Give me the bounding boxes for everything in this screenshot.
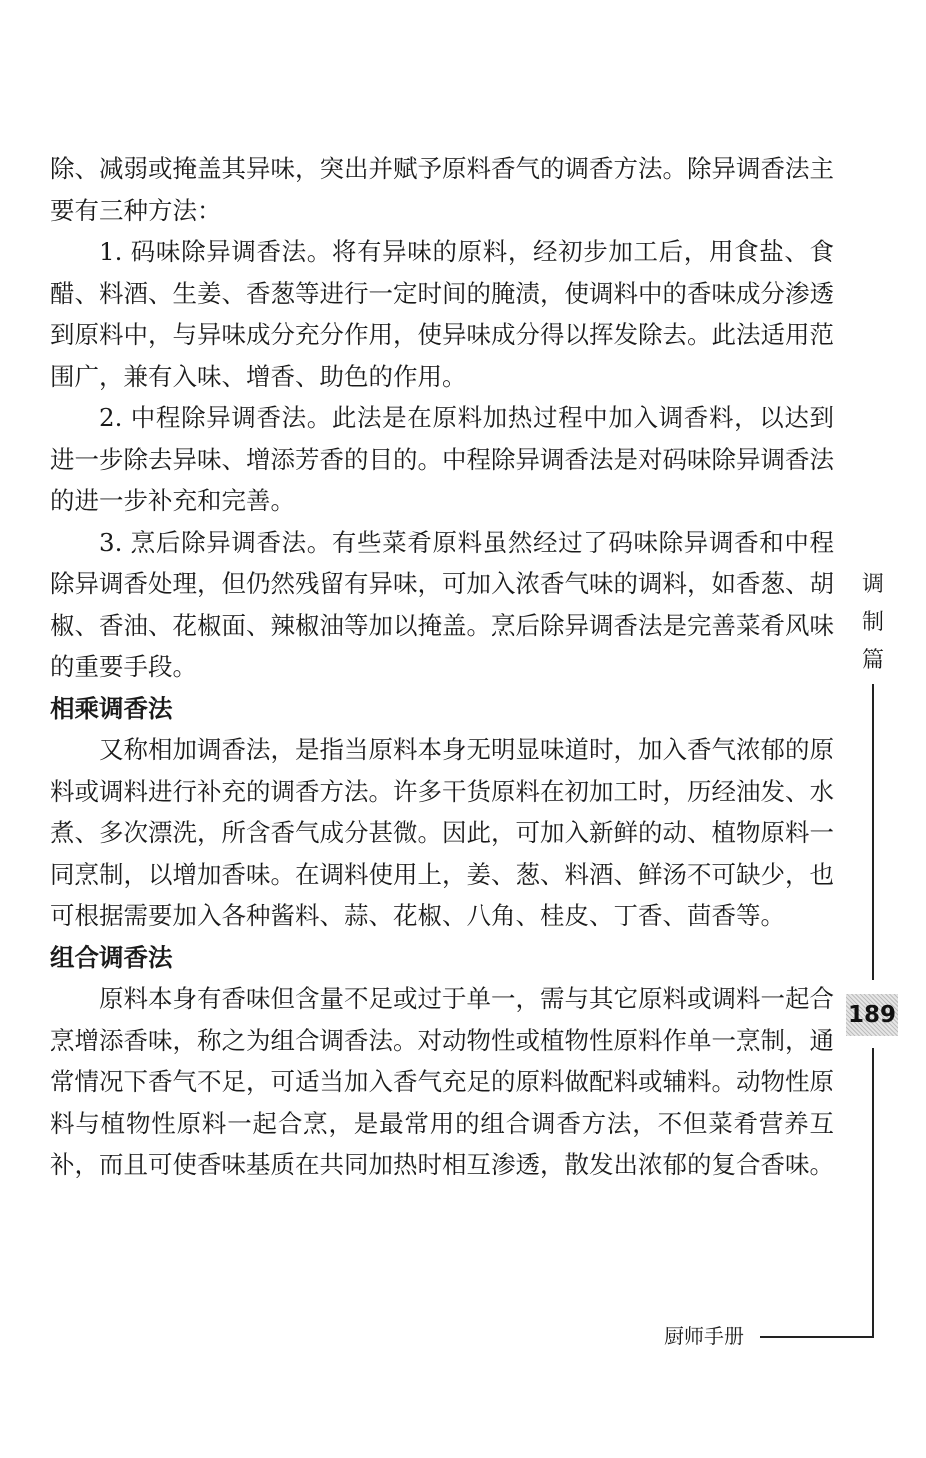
section-label <box>858 566 888 680</box>
footer-book-title: 厨师手册 <box>664 1324 744 1348</box>
side-rule-bottom <box>872 1048 874 1338</box>
paragraph-method-1: 1. 码味除异调香法。将有异味的原料，经初步加工后，用食盐、食醋、料酒、生姜、香葱等进行一定时间的腌渍，使调料中的香味成分渗透到原料中，与异味成分充分作用，使异味成分得以挥发除去。此法适用范围广，兼有入味、增香、助色的作用。 <box>50 237 834 391</box>
heading-combination: 组合调香法 <box>50 942 173 972</box>
paragraph-combination: 原料本身有香味但含量不足或过于单一，需与其它原料或调料一起合烹增添香味，称之为组合调香法。对动物性或植物性原料作单一烹制，通常情况下香气不足，可适当加入香气充足的原料做配料或辅料。动物性原料与植物性原料一起合烹，是最常用的组合调香方法，不但菜肴营养互补，而且可使香味基质在共同加热时相互渗透，散发出浓郁的复合香味。 <box>50 984 834 1179</box>
footer-rule <box>760 1336 874 1338</box>
page-number: 189 <box>846 994 898 1036</box>
paragraph-intro: 除、减弱或掩盖其异味，突出并赋予原料香气的调香方法。除异调香法主要有三种方法： <box>50 154 834 225</box>
paragraph-multiplicative: 又称相加调香法，是指当原料本身无明显味道时，加入香气浓郁的原料或调料进行补充的调香方法。许多干货原料在初加工时，历经油发、水煮、多次漂洗，所含香气成分甚微。因此，可加入新鲜的动、植物原料一同烹制，以增加香味。在调料使用上，姜、葱、料酒、鲜汤不可缺少，也可根据需要加入各种酱料、蒜、花椒、八角、桂皮、丁香、茴香等。 <box>50 735 834 930</box>
paragraph-method-2: 2. 中程除异调香法。此法是在原料加热过程中加入调香料，以达到进一步除去异味、增添芳香的目的。中程除异调香法是对码味除异调香法的进一步补充和完善。 <box>50 403 834 515</box>
main-text <box>50 148 834 1186</box>
section-char: 制 <box>861 610 884 635</box>
section-char: 调 <box>861 572 884 597</box>
section-char: 篇 <box>861 648 884 673</box>
paragraph-method-3: 3. 烹后除异调香法。有些菜肴原料虽然经过了码味除异调香和中程除异调香处理，但仍然残留有异味，可加入浓香气味的调料，如香葱、胡椒、香油、花椒面、辣椒油等加以掩盖。烹后除异调香法是完善菜肴风味的重要手段。 <box>50 527 834 681</box>
heading-multiplicative: 相乘调香法 <box>50 693 173 723</box>
side-rule-top <box>872 684 874 980</box>
